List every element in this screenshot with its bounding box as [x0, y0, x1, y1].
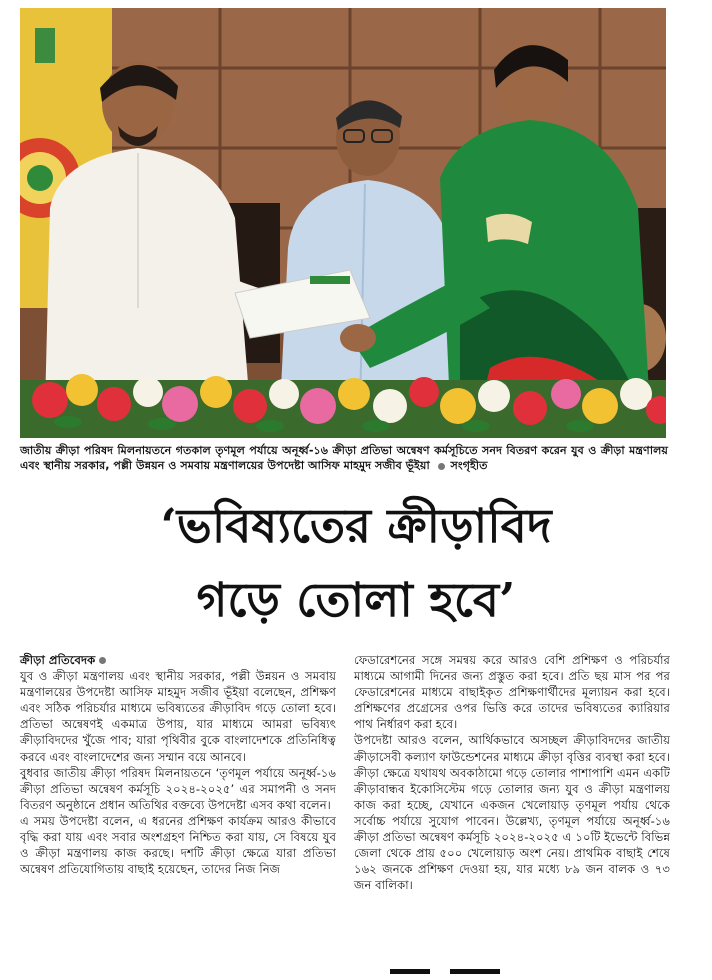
- byline: [20, 652, 336, 668]
- news-photo: [20, 8, 666, 438]
- article-paragraph: বুধবার জাতীয় ক্রীড়া পরিষদ মিলনায়তনে ‘তৃণমূল পর্যায়ে অনূর্ধ্ব-১৬ ক্রীড়া প্রতিভা অন্বেষণ কর্মসূচি ২০২৪-২০২৫’ এর সমাপনী ও সনদ বিতরণ অনুষ্ঠানে প্রধান অতিথির বক্তব্যে উপদেষ্টা এসব কথা বলেন।: [20, 765, 336, 812]
- caption-text: জাতীয় ক্রীড়া পরিষদ মিলনায়তনে গতকাল তৃণমূল পর্যায়ে অনূর্ধ্ব-১৬ ক্রীড়া প্রতিভা অন্বেষণ কর্মসূচিতে সনদ বিতরণ করেন যুব ও ক্রীড়া মন্ত্রণালয় এবং স্থানীয় সরকার, পল্লী উন্নয়ন ও সমবায় মন্ত্রণালয়ের উপদেষ্টা আসিফ মাহমুদ সজীব ভূঁইয়া: [20, 444, 668, 472]
- article-paragraph: ফেডারেশনের সঙ্গে সমন্বয় করে আরও বেশি প্রশিক্ষণ ও পরিচর্যার মাধ্যমে আগামী দিনের জন্য প্রস্তুত করা হবে। প্রতি ছয় মাস পর পর ফেডারেশনের মাধ্যমে বাছাইকৃত প্রশিক্ষণার্থীদের মূল্যায়ন করা হবে। প্রশিক্ষণের প্রগ্রেসের ওপর ভিত্তি করে তাদের ভবিষ্যতের ক্যারিয়ার পাথ নির্ধারণ করা হবে।: [354, 653, 670, 732]
- byline-dot-icon: [99, 657, 106, 664]
- next-article-heading-fragment: [360, 966, 520, 980]
- article-column-right: [354, 652, 670, 893]
- headline-line-1: ‘ভবিষ্যতের ক্রীড়াবিদ: [160, 499, 552, 554]
- article-paragraph: এ সময় উপদেষ্টা বলেন, এ ধরনের প্রশিক্ষণ কার্যক্রম আরও কীভাবে বৃদ্ধি করা যায় এবং সবার অংশগ্রহণ নিশ্চিত করা যায়, সে বিষয়ে যুব ও ক্রীড়া মন্ত্রণালয় কাজ করছে। দশটি ক্রীড়া ক্ষেত্রে যারা প্রতিভা অন্বেষণ প্রতিযোগিতায় বাছাই হয়েছেন, তাদের নিজ নিজ: [20, 813, 336, 877]
- caption-credit: সংগৃহীত: [450, 459, 488, 472]
- article-column-left: [20, 652, 336, 877]
- article-paragraph: উপদেষ্টা আরও বলেন, আর্থিকভাবে অসচ্ছল ক্রীড়াবিদদের জাতীয় ক্রীড়াসেবী কল্যাণ ফাউন্ডেশনের মাধ্যমে ক্রীড়া বৃত্তির ব্যবস্থা করা হবে। ক্রীড়া ক্ষেত্রে যথাযথ অবকাঠামো গড়ে তোলার পাশাপাশি এমন একটি ক্রীড়াবান্ধব ইকোসিস্টেম গড়ে তোলার জন্য যুব ও ক্রীড়া মন্ত্রণালয় কাজ করা হচ্ছে, যেখানে একজন খেলোয়াড় তৃণমূল পর্যায় থেকে সর্বোচ্চ পর্যায়ে সুযোগ পাবেন। উল্লেখ্য, তৃণমূল পর্যায়ে অনূর্ধ্ব-১৬ ক্রীড়া প্রতিভা অন্বেষণ কর্মসূচি ২০২৪-২০২৫ এ ১০টি ইভেন্টে বিভিন্ন জেলা থেকে প্রায় ৫০০ খেলোয়াড় অংশ নেয়। প্রাথমিক বাছাই শেষে ১৬২ জনকে প্রশিক্ষণ দেওয়া হয়, যার মধ্যে ৮৯ জন বালক ও ৭৩ জন বালিকা।: [354, 733, 670, 893]
- award-ceremony-photo: [20, 8, 666, 438]
- headline-line-2: গড়ে তোলা হবে’: [196, 573, 516, 628]
- credit-dot-icon: [438, 463, 445, 470]
- byline-text: ক্রীড়া প্রতিবেদক: [20, 653, 96, 667]
- headline: [0, 490, 712, 638]
- article-paragraph: যুব ও ক্রীড়া মন্ত্রণালয় এবং স্থানীয় সরকার, পল্লী উন্নয়ন ও সমবায় মন্ত্রণালয়ের উপদেষ্টা আসিফ মাহমুদ সজীব ভূঁইয়া বলেছেন, প্রশিক্ষণ এবং সঠিক পরিচর্যার মাধ্যমে ভবিষ্যতের ক্রীড়াবিদ গড়ে তোলা হবে। প্রতিভা অন্বেষণই একমাত্র উপায়, যার মাধ্যমে আমরা ভবিষ্যৎ ক্রীড়াবিদদের খুঁজে পাব; যারা পৃথিবীর বুকে বাংলাদেশকে প্রতিনিধিত্ব করবে এবং বাংলাদেশের জন্য সম্মান বয়ে আনবে।: [20, 669, 336, 764]
- photo-caption: [20, 443, 668, 473]
